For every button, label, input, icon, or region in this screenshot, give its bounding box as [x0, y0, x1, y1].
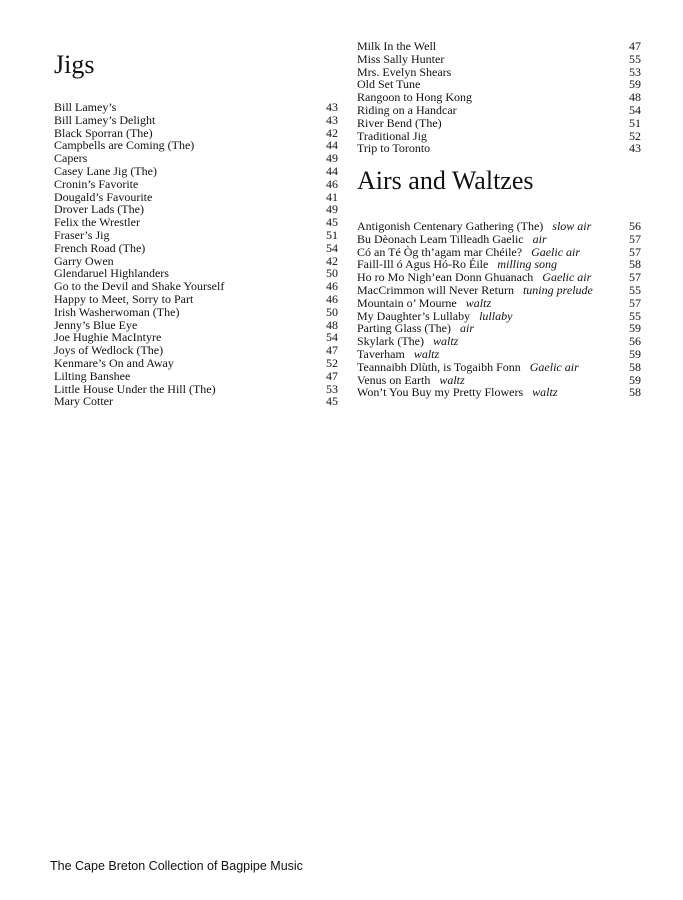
tune-name: Venus on Earth	[357, 372, 431, 387]
page-number: 41	[326, 189, 338, 204]
tune-name: Old Set Tune	[357, 77, 421, 92]
page-number: 57	[629, 270, 641, 285]
page-number: 46	[326, 291, 338, 306]
tune-name: Mary Cotter	[54, 394, 113, 409]
page-number: 42	[326, 125, 338, 140]
tune-name: Black Sporran (The)	[54, 125, 153, 140]
tune-name: Traditional Jig	[357, 128, 427, 143]
tune-name: Joys of Wedlock (The)	[54, 343, 164, 358]
tune-name: Campbells are Coming (The)	[54, 138, 195, 153]
page-number: 43	[326, 100, 338, 114]
page-number: 51	[326, 227, 338, 242]
tune-name: Mrs. Evelyn Shears	[357, 64, 452, 79]
tune-name: Teannaibh Dlùth, is Togaibh Fonn	[357, 359, 521, 374]
page-number: 58	[629, 257, 641, 272]
tune-title	[54, 395, 113, 408]
tune-name: My Daughter’s Lullaby	[357, 308, 471, 323]
tune-type: lullaby	[479, 308, 513, 323]
tune-name: Antigonish Centenary Gathering (The)	[357, 219, 544, 233]
jigs-continued-list	[357, 40, 641, 155]
jigs-heading: Jigs	[54, 50, 95, 79]
page-number: 55	[629, 308, 641, 323]
tune-name: Rangoon to Hong Kong	[357, 90, 472, 105]
page-number: 57	[629, 231, 641, 246]
tune-name: Trip to Toronto	[357, 141, 431, 156]
tune-type: Gaelic air	[542, 270, 592, 285]
tune-name: Won’t You Buy my Pretty Flowers	[357, 385, 524, 400]
tune-type: milling song	[497, 257, 557, 272]
page-number: 46	[326, 176, 338, 191]
page-number: 43	[629, 141, 641, 156]
page-number: 50	[326, 266, 338, 281]
page-number: 52	[629, 128, 641, 143]
page-number: 53	[629, 64, 641, 79]
index-entry	[357, 142, 641, 155]
jigs-list	[54, 101, 338, 408]
tune-type: tuning prelude	[522, 282, 593, 297]
tune-name: Cronin’s Favorite	[54, 176, 139, 191]
tune-name: Garry Owen	[54, 253, 114, 268]
page-number: 56	[629, 334, 641, 349]
page-number: 59	[629, 77, 641, 92]
tune-name: Có an Té Òg th’agam mar Chéile?	[357, 244, 523, 259]
tune-name: Go to the Devil and Shake Yourself	[54, 279, 225, 294]
tune-name: Happy to Meet, Sorry to Part	[54, 291, 194, 306]
tune-title	[357, 142, 430, 155]
tune-name: Irish Washerwoman (The)	[54, 304, 180, 319]
tune-name: French Road (The)	[54, 240, 146, 255]
tune-name: Casey Lane Jig (The)	[54, 163, 157, 178]
page-number: 46	[326, 279, 338, 294]
tune-name: Bill Lamey’s	[54, 100, 117, 114]
tune-name: MacCrimmon will Never Return	[357, 282, 514, 297]
page-number: 47	[326, 368, 338, 383]
tune-name: Fraser’s Jig	[54, 227, 110, 242]
page-number: 48	[629, 90, 641, 105]
page-number: 44	[326, 163, 338, 178]
page-number: 49	[326, 151, 338, 166]
tune-name: Capers	[54, 151, 88, 166]
index-entry	[54, 139, 338, 152]
tune-title	[357, 386, 558, 399]
index-entry	[54, 395, 338, 408]
tune-type: waltz	[432, 334, 459, 349]
tune-name: Mountain o’ Mourne	[357, 295, 457, 310]
tune-name: Glendaruel Highlanders	[54, 266, 169, 281]
tune-type: waltz	[413, 346, 440, 361]
page-number: 54	[326, 330, 338, 345]
page-number: 44	[326, 138, 338, 153]
tune-name: Taverham	[357, 346, 405, 361]
page-number: 58	[629, 385, 641, 400]
airs-and-waltzes-list	[357, 220, 641, 399]
page-number: 51	[629, 115, 641, 130]
page-number: 59	[629, 321, 641, 336]
page-number: 45	[326, 394, 338, 409]
page-number: 42	[326, 253, 338, 268]
tune-name: Bu Dèonach Leam Tilleadh Gaelic	[357, 231, 524, 246]
tune-name: Skylark (The)	[357, 334, 424, 349]
tune-type: air	[459, 321, 474, 336]
tune-type: air	[532, 231, 547, 246]
tune-type: Gaelic air	[531, 244, 581, 259]
tune-name: Drover Lads (The)	[54, 202, 144, 217]
tune-name: Felix the Wrestler	[54, 215, 140, 230]
tune-name: Little House Under the Hill (The)	[54, 381, 216, 396]
page-number: 52	[326, 355, 338, 370]
page-number: 57	[629, 244, 641, 259]
tune-name: Bill Lamey’s Delight	[54, 112, 156, 127]
page-number: 45	[326, 215, 338, 230]
page-number: 49	[326, 202, 338, 217]
tune-name: River Bend (The)	[357, 115, 442, 130]
page-number: 43	[326, 112, 338, 127]
tune-type: waltz	[532, 385, 558, 400]
tune-name: Jenny’s Blue Eye	[54, 317, 138, 332]
page-number: 48	[326, 317, 338, 332]
page-number: 57	[629, 295, 641, 310]
tune-type: slow air	[552, 219, 592, 233]
page-number: 58	[629, 359, 641, 374]
tune-name: Lilting Banshee	[54, 368, 131, 383]
tune-type: Gaelic air	[529, 359, 579, 374]
tune-name: Ho ro Mo Nigh’ean Donn Ghuanach	[357, 270, 534, 285]
page-number: 54	[629, 102, 641, 117]
tune-name: Miss Sally Hunter	[357, 51, 445, 66]
tune-type: waltz	[465, 295, 492, 310]
page-number: 59	[629, 346, 641, 361]
tune-type: waltz	[439, 372, 465, 387]
page-number: 55	[629, 282, 641, 297]
tune-name: Parting Glass (The)	[357, 321, 451, 336]
page-number: 54	[326, 240, 338, 255]
tune-name: Joe Hughie MacIntyre	[54, 330, 162, 345]
index-entry	[357, 386, 641, 399]
tune-name: Riding on a Handcar	[357, 102, 457, 117]
page-number: 53	[326, 381, 338, 396]
page-number: 56	[629, 219, 641, 233]
page-number: 50	[326, 304, 338, 319]
tune-name: Faill-Ill ó Agus Hó-Ro Éile	[357, 257, 489, 272]
tune-name: Kenmare’s On and Away	[54, 355, 174, 370]
airs-and-waltzes-heading: Airs and Waltzes	[357, 166, 534, 195]
tune-name: Milk In the Well	[357, 39, 437, 53]
page-number: 47	[326, 343, 338, 358]
page-number: 55	[629, 51, 641, 66]
tune-name: Dougald’s Favourite	[54, 189, 153, 204]
page-number: 47	[629, 39, 641, 53]
book-title-footer: The Cape Breton Collection of Bagpipe Music	[50, 859, 303, 873]
page-number: 59	[629, 372, 641, 387]
